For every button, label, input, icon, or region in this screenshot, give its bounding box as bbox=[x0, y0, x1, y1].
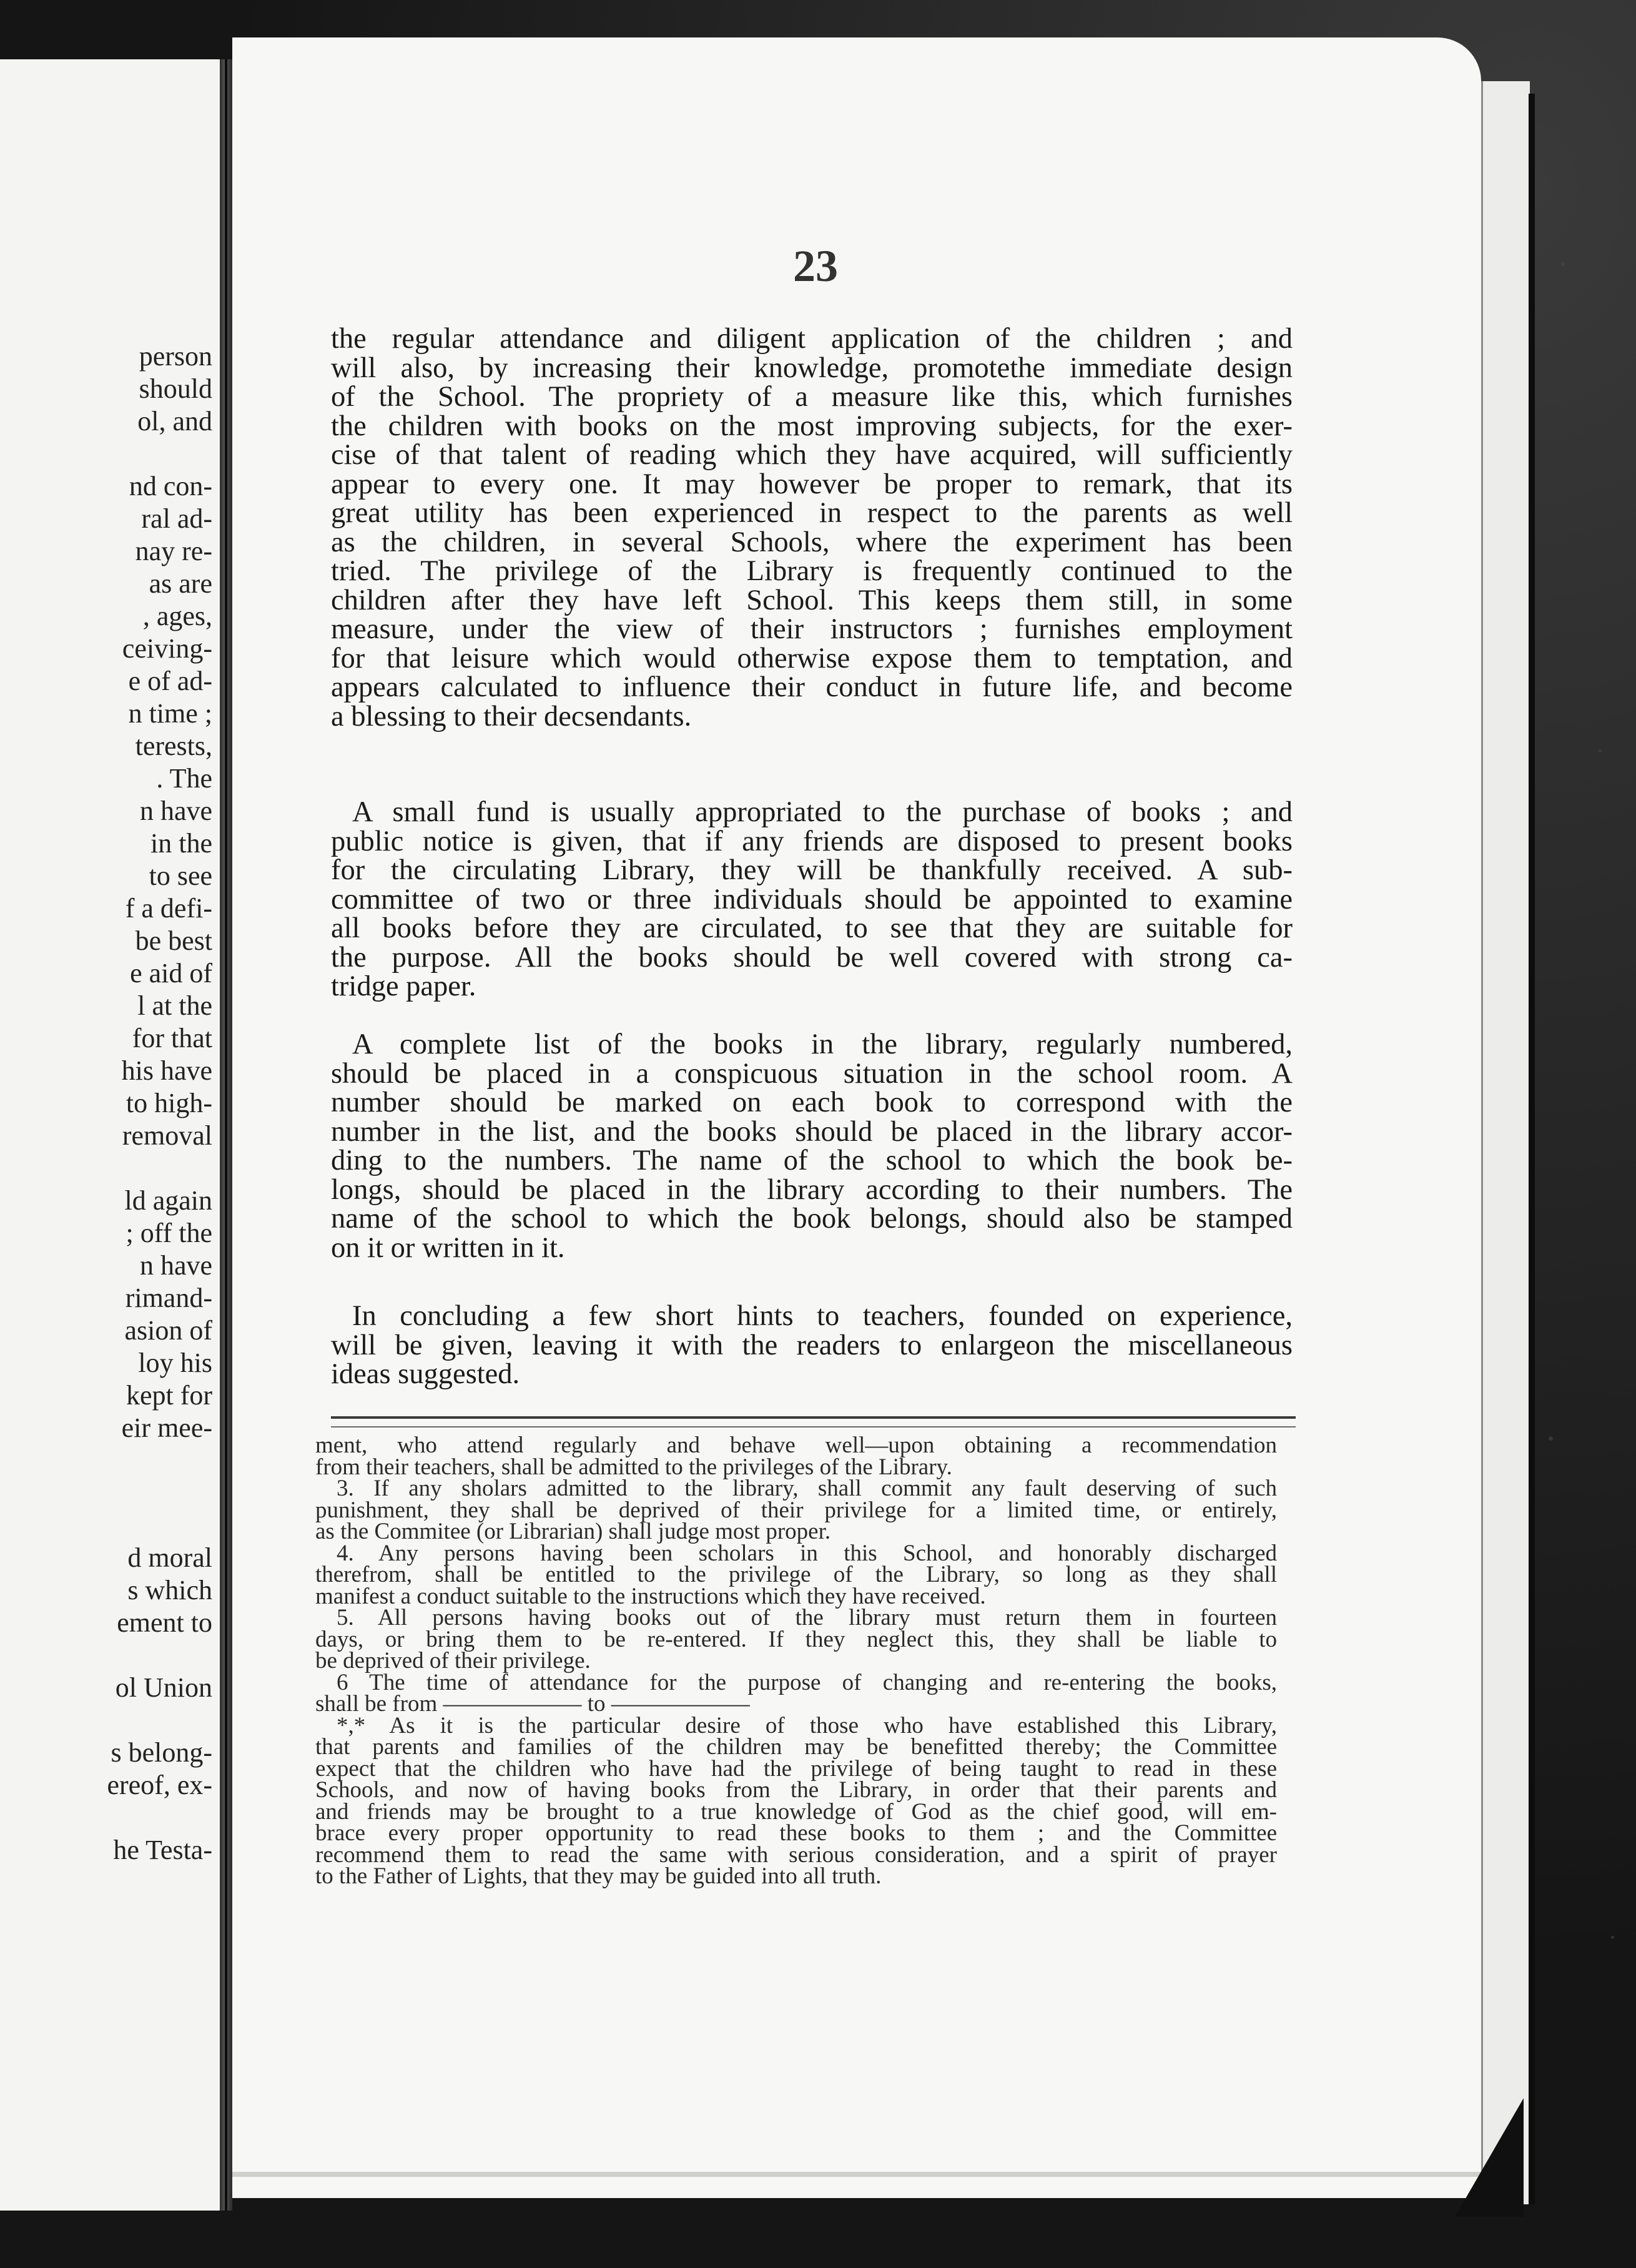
text-line: children after they have left School. This keeps them still, in some bbox=[331, 584, 1293, 616]
left-page-text-fragment: for that bbox=[132, 1023, 212, 1053]
footnote-line: that parents and families of the children may be benefitted thereby; the Committee bbox=[315, 1734, 1277, 1760]
text-line: the regular attendance and diligent application of the children ; and bbox=[331, 323, 1293, 355]
left-page-text-fragment: ol, and bbox=[137, 406, 212, 436]
left-page-fragment bbox=[0, 59, 220, 2211]
footnote-line: manifest a conduct suitable to the instructions which they have received. bbox=[315, 1583, 986, 1609]
left-page-text-fragment: he Testa- bbox=[113, 1835, 212, 1865]
footnote-line: therefrom, shall be entitled to the privilege of the Library, so long as they shall bbox=[315, 1562, 1277, 1587]
left-page-text-fragment: kept for bbox=[126, 1380, 212, 1411]
left-page-text-fragment: his have bbox=[121, 1055, 212, 1086]
text-line: on it or written in it. bbox=[331, 1231, 565, 1264]
left-page-text-fragment: nay re- bbox=[135, 536, 212, 566]
text-line: a blessing to their decsendants. bbox=[331, 700, 692, 732]
page-bottom-edge bbox=[232, 2172, 1481, 2177]
left-page-text-fragment: e of ad- bbox=[128, 666, 212, 696]
left-page-text-fragment: ral ad- bbox=[141, 503, 212, 534]
left-page-text-fragment: ceiving- bbox=[122, 633, 212, 664]
text-line: tridge paper. bbox=[331, 970, 476, 1002]
page-number: 23 bbox=[793, 241, 838, 291]
footnote-line: 4. Any persons having been scholars in this School, and honorably discharged bbox=[337, 1540, 1277, 1566]
body-paragraph bbox=[331, 1030, 1293, 1263]
text-line: ding to the numbers. The name of the school to which the book be- bbox=[331, 1145, 1293, 1176]
text-line: the children with books on the most improving subjects, for the exer- bbox=[331, 410, 1293, 442]
footnote-line: ment, who attend regularly and behave well—upon obtaining a recommendation bbox=[315, 1432, 1277, 1458]
left-page-text-fragment: s belong- bbox=[111, 1737, 212, 1768]
page-edge-stack bbox=[1481, 81, 1530, 2204]
footnote-line: brace every proper opportunity to read these books to them ; and the Committee bbox=[315, 1820, 1277, 1846]
text-line: measure, under the view of their instructors ; furnishes employment bbox=[331, 613, 1293, 645]
dust-speck bbox=[1561, 262, 1565, 266]
left-page-text-fragment: ol Union bbox=[115, 1672, 212, 1703]
footnote-line: to the Father of Lights, that they may be guided into all truth. bbox=[315, 1863, 882, 1889]
left-page-text-fragment: . The bbox=[156, 763, 212, 794]
text-line: tried. The privilege of the Library is frequently continued to the bbox=[331, 555, 1293, 587]
footnote-line: as the Commitee (or Librarian) shall judge most proper. bbox=[315, 1519, 831, 1544]
text-line: number should be marked on each book to correspond with the bbox=[331, 1087, 1293, 1118]
footnote-line: days, or bring them to be re-entered. If they neglect this, they shall be liable to bbox=[315, 1626, 1277, 1652]
left-page-text-fragment: ; off the bbox=[126, 1218, 212, 1248]
left-page-text-fragment: n time ; bbox=[128, 698, 212, 729]
text-line: all books before they are circulated, to see that they are suitable for bbox=[331, 912, 1293, 944]
left-page-text-fragment: ereof, ex- bbox=[107, 1770, 212, 1800]
left-page-text-fragment: n have bbox=[139, 1250, 212, 1281]
left-page-text-fragment: e aid of bbox=[130, 958, 212, 989]
dust-speck bbox=[1599, 749, 1602, 752]
page-edge-shadow bbox=[1529, 94, 1535, 2204]
text-line: should be placed in a conspicuous situation in the school room. A bbox=[331, 1057, 1293, 1090]
left-page-text-fragment: should bbox=[139, 373, 212, 404]
footnote-line: 6 The time of attendance for the purpose of changing and re-entering the books, bbox=[337, 1669, 1277, 1695]
left-page-text-fragment: person bbox=[139, 341, 212, 372]
text-line: name of the school to which the book belongs, should also be stamped bbox=[331, 1203, 1293, 1235]
footnote-rule-thin bbox=[331, 1426, 1296, 1427]
left-page-text-fragment: eir mee- bbox=[121, 1413, 212, 1443]
text-line: the purpose. All the books should be well covered with strong ca- bbox=[331, 941, 1293, 974]
text-line: longs, should be placed in the library according to their numbers. The bbox=[331, 1173, 1293, 1206]
text-line: In concluding a few short hints to teachers, founded on experience, bbox=[352, 1300, 1293, 1332]
left-page-text-fragment: asion of bbox=[124, 1315, 212, 1346]
left-page-text-fragment: be best bbox=[135, 925, 212, 956]
left-page-text-fragment: as are bbox=[149, 568, 212, 599]
text-line: appears calculated to influence their conduct in future life, and become bbox=[331, 671, 1293, 703]
left-page-text-fragment: loy his bbox=[138, 1348, 212, 1378]
footnote-line: shall be from —————— to —————— bbox=[315, 1691, 750, 1717]
footnote-line: 3. If any sholars admitted to the library, shall commit any fault deserving of such bbox=[337, 1476, 1277, 1501]
text-line: A complete list of the books in the library, regularly numbered, bbox=[352, 1028, 1293, 1060]
left-page-text-fragment: ement to bbox=[117, 1607, 212, 1638]
footnote-line: Schools, and now of having books from the Library, in order that their parents and bbox=[315, 1777, 1277, 1803]
left-page-text-fragment: in the bbox=[150, 828, 212, 859]
left-page-text-fragment: n have bbox=[139, 796, 212, 826]
left-page-text-fragment: nd con- bbox=[129, 471, 212, 501]
text-line: will also, by increasing their knowledge, promotethe immediate design bbox=[331, 352, 1293, 384]
text-line: for the circulating Library, they will be thankfully received. A sub- bbox=[331, 854, 1293, 886]
gutter-shadow-line bbox=[225, 59, 227, 2211]
footnote-line: *,* As it is the particular desire of those who have established this Library, bbox=[337, 1712, 1277, 1738]
text-line: committee of two or three individuals should be appointed to examine bbox=[331, 883, 1293, 915]
text-line: A small fund is usually appropriated to the purchase of books ; and bbox=[352, 796, 1293, 828]
left-page-text-fragment: d moral bbox=[127, 1542, 212, 1573]
text-line: as the children, in several Schools, where the experiment has been bbox=[331, 526, 1293, 558]
footnote-line: recommend them to read the same with serious consideration, and a spirit of prayer bbox=[315, 1842, 1277, 1868]
text-line: will be given, leaving it with the readers to enlargeon the miscellaneous bbox=[331, 1329, 1293, 1361]
body-paragraph bbox=[331, 798, 1293, 1002]
left-page-text-fragment: l at the bbox=[137, 990, 212, 1021]
text-line: great utility has been experienced in respect to the parents as well bbox=[331, 497, 1293, 529]
text-line: ideas suggested. bbox=[331, 1358, 520, 1390]
text-line: appear to every one. It may however be proper to remark, that its bbox=[331, 468, 1293, 500]
footnote-line: from their teachers, shall be admitted to the privileges of the Library. bbox=[315, 1454, 952, 1480]
footnote-line: punishment, they shall be deprived of their privilege for a limited time, or entirely, bbox=[315, 1497, 1277, 1523]
left-page-text-fragment: terests, bbox=[135, 731, 212, 761]
left-page-text-fragment: removal bbox=[122, 1120, 212, 1151]
body-paragraph bbox=[331, 325, 1293, 731]
left-page-text-fragment: to high- bbox=[126, 1088, 212, 1118]
left-page-text-fragment: , ages, bbox=[142, 601, 212, 631]
left-page-text-fragment: f a defi- bbox=[125, 893, 212, 924]
footnote-line: be deprived of their privilege. bbox=[315, 1648, 591, 1674]
footnote-rule bbox=[331, 1416, 1296, 1419]
text-line: cise of that talent of reading which they have acquired, will sufficiently bbox=[331, 439, 1293, 471]
text-line: of the School. The propriety of a measure like this, which furnishes bbox=[331, 381, 1293, 413]
text-line: public notice is given, that if any friends are disposed to present books bbox=[331, 825, 1293, 857]
left-page-text-fragment: s which bbox=[127, 1575, 212, 1605]
body-paragraph bbox=[331, 1302, 1293, 1389]
footnote-line: 5. All persons having books out of the library must return them in fourteen bbox=[337, 1605, 1277, 1630]
footnote-block bbox=[315, 1432, 1277, 1889]
dust-speck bbox=[1549, 1436, 1553, 1441]
footnote-line: and friends may be brought to a true knowledge of God as the chief good, will em- bbox=[315, 1798, 1277, 1825]
text-line: for that leisure which would otherwise expose them to temptation, and bbox=[331, 642, 1293, 674]
left-page-text-fragment: ld again bbox=[124, 1185, 212, 1216]
footnote-line: expect that the children who have had the privilege of being taught to read in these bbox=[315, 1755, 1277, 1782]
left-page-text-fragment: rimand- bbox=[125, 1283, 212, 1313]
text-line: number in the list, and the books should be placed in the library accor- bbox=[331, 1115, 1293, 1148]
left-page-text-fragment: to see bbox=[149, 860, 212, 891]
dust-speck bbox=[1611, 1936, 1614, 1939]
